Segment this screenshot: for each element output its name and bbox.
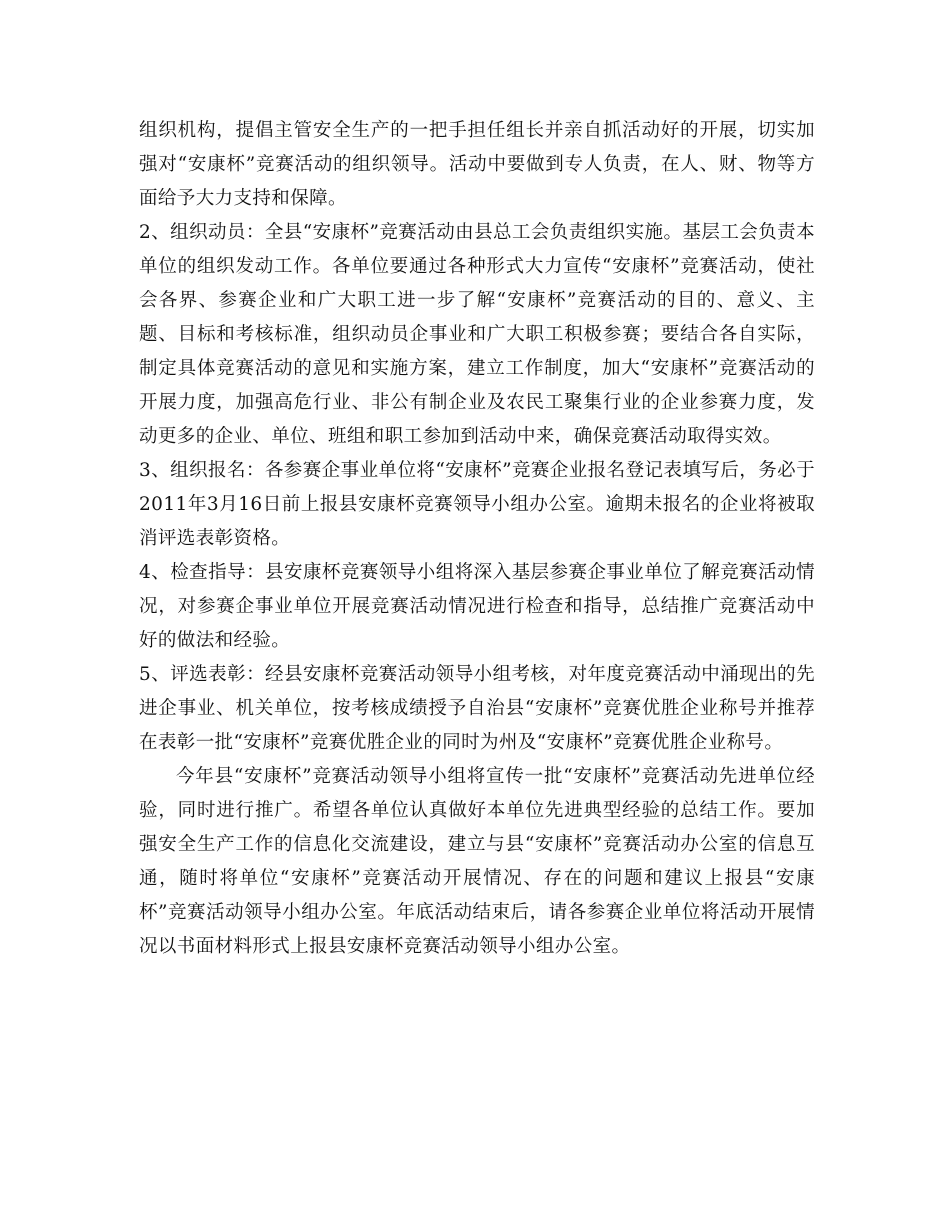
paragraph-registration: 3、组织报名：各参赛企事业单位将“安康杯”竞赛企业报名登记表填写后，务必于2011年3月16日前上报县安康杯竞赛领导小组办公室。逾期未报名的企业将被取消评选表彰资格。: [139, 460, 815, 549]
paragraph-inspection: 4、检查指导：县安康杯竞赛领导小组将深入基层参赛企事业单位了解竞赛活动情况，对参赛企事业单位开展竞赛活动情况进行检查和指导，总结推广竞赛活动中好的做法和经验。: [139, 562, 815, 651]
paragraph-commendation: 5、评选表彰：经县安康杯竞赛活动领导小组考核，对年度竞赛活动中涌现出的先进企事业、机关单位，按考核成绩授予自治县“安康杯”竞赛优胜企业称号并推荐在表彰一批“安康杯”竞赛优胜企业的同时为州及“安康杯”竞赛优胜企业称号。: [139, 664, 815, 753]
paragraph-mobilization: 2、组织动员：全县“安康杯”竞赛活动由县总工会负责组织实施。基层工会负责本单位的组织发动工作。各单位要通过各种形式大力宣传“安康杯”竞赛活动，使社会各界、参赛企业和广大职工进一步了解“安康杯”竞赛活动的目的、意义、主题、目标和考核标准，组织动员企事业和广大职工积极参赛；要结合各自实际，制定具体竞赛活动的意见和实施方案，建立工作制度，加大“安康杯”竞赛活动的开展力度，加强高危行业、非公有制企业及农民工聚集行业的企业参赛力度，发动更多的企业、单位、班组和职工参加到活动中来，确保竞赛活动取得实效。: [139, 222, 815, 447]
document-body: [139, 114, 815, 964]
paragraph-organization: 组织机构，提倡主管安全生产的一把手担任组长并亲自抓活动好的开展，切实加强对“安康杯”竞赛活动的组织领导。活动中要做到专人负责，在人、财、物等方面给予大力支持和保障。: [139, 120, 815, 209]
paragraph-closing: 今年县“安康杯”竞赛活动领导小组将宣传一批“安康杯”竞赛活动先进单位经验，同时进行推广。希望各单位认真做好本单位先进典型经验的总结工作。要加强安全生产工作的信息化交流建设，建立与县“安康杯”竞赛活动办公室的信息互通，随时将单位“安康杯”竞赛活动开展情况、存在的问题和建议上报县“安康杯”竞赛活动领导小组办公室。年底活动结束后，请各参赛企业单位将活动开展情况以书面材料形式上报县安康杯竞赛活动领导小组办公室。: [139, 766, 815, 957]
